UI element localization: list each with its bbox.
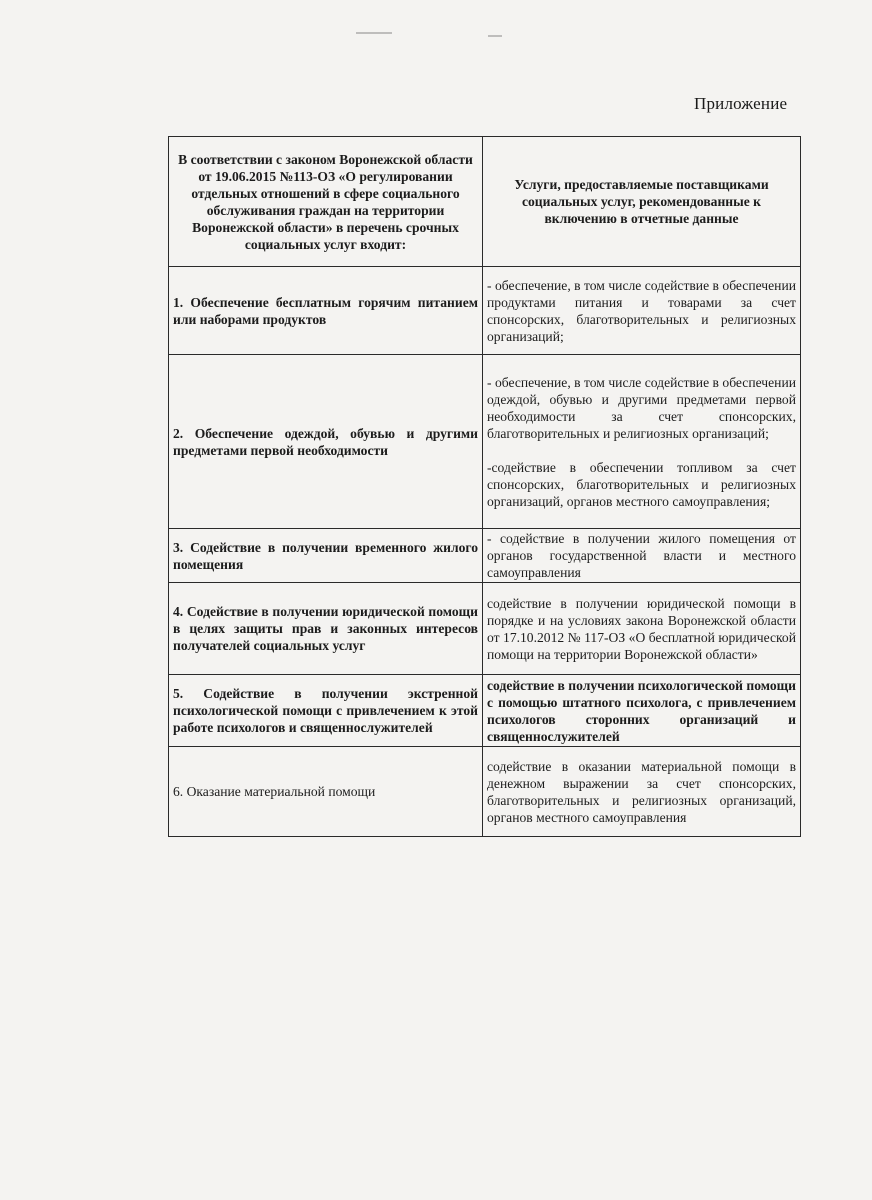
row-4-provided-text: содействие в получении юридической помощи в порядке и на условиях закона Воронежской области от 17.10.2012 № 117-ОЗ «О бесплатной юридической помощи на территории Воронежской области» bbox=[487, 595, 796, 662]
row-6-service: 6. Оказание материальной помощи bbox=[169, 747, 483, 837]
row-1-provided bbox=[483, 267, 801, 355]
services-table bbox=[168, 136, 801, 837]
row-5-service: 5. Содействие в получении экстренной психологической помощи с привлечением к этой работе психологов и священнослужителей bbox=[169, 675, 483, 747]
row-4-service: 4. Содействие в получении юридической помощи в целях защиты прав и законных интересов получателей социальных услуг bbox=[169, 583, 483, 675]
appendix-title: Приложение bbox=[694, 94, 788, 113]
table-row bbox=[169, 675, 801, 747]
header-right-cell: Услуги, предоставляемые поставщиками социальных услуг, рекомендованные к включению в отчетные данные bbox=[483, 137, 801, 267]
table-row bbox=[169, 583, 801, 675]
row-3-service: 3. Содействие в получении временного жилого помещения bbox=[169, 529, 483, 583]
header-left-cell: В соответствии с законом Воронежской области от 19.06.2015 №113-ОЗ «О регулировании отдельных отношений в сфере социального обслуживания граждан на территории Воронежской области» в перечень срочных социальных услуг входит: bbox=[169, 137, 483, 267]
table-row bbox=[169, 529, 801, 583]
scan-mark-right bbox=[488, 35, 502, 37]
row-5-provided-text: содействие в получении психологической помощи с помощью штатного психолога, с привлечением психологов сторонних организаций и священнослужителей bbox=[487, 677, 796, 744]
row-4-provided bbox=[483, 583, 801, 675]
table-row bbox=[169, 747, 801, 837]
table-row bbox=[169, 355, 801, 529]
row-2-provided-text-1: - обеспечение, в том числе содействие в обеспечении одеждой, обувью и другими предметами первой необходимости за счет спонсорских, благотворительных и религиозных организаций; bbox=[487, 374, 796, 441]
row-1-service: 1. Обеспечение бесплатным горячим питанием или наборами продуктов bbox=[169, 267, 483, 355]
row-6-provided-text: содействие в оказании материальной помощи в денежном выражении за счет спонсорских, благотворительных и религиозных организаций, органов местного самоуправления bbox=[487, 758, 796, 825]
row-2-provided-text-2: -содействие в обеспечении топливом за счет спонсорских, благотворительных и религиозных организаций, органов местного самоуправления; bbox=[487, 459, 796, 509]
row-2-paragraph-gap bbox=[487, 442, 796, 459]
row-5-provided bbox=[483, 675, 801, 747]
row-6-provided bbox=[483, 747, 801, 837]
row-2-provided bbox=[483, 355, 801, 529]
scan-mark-left bbox=[356, 32, 392, 34]
row-1-provided-text: - обеспечение, в том числе содействие в обеспечении продуктами питания и товарами за счет спонсорских, благотворительных и религиозных организаций; bbox=[487, 277, 796, 344]
row-2-service: 2. Обеспечение одеждой, обувью и другими предметами первой необходимости bbox=[169, 355, 483, 529]
table-header-row bbox=[169, 137, 801, 267]
row-3-provided bbox=[483, 529, 801, 583]
table-row bbox=[169, 267, 801, 355]
row-3-provided-text: - содействие в получении жилого помещения от органов государственной власти и местного самоуправления bbox=[487, 531, 796, 580]
